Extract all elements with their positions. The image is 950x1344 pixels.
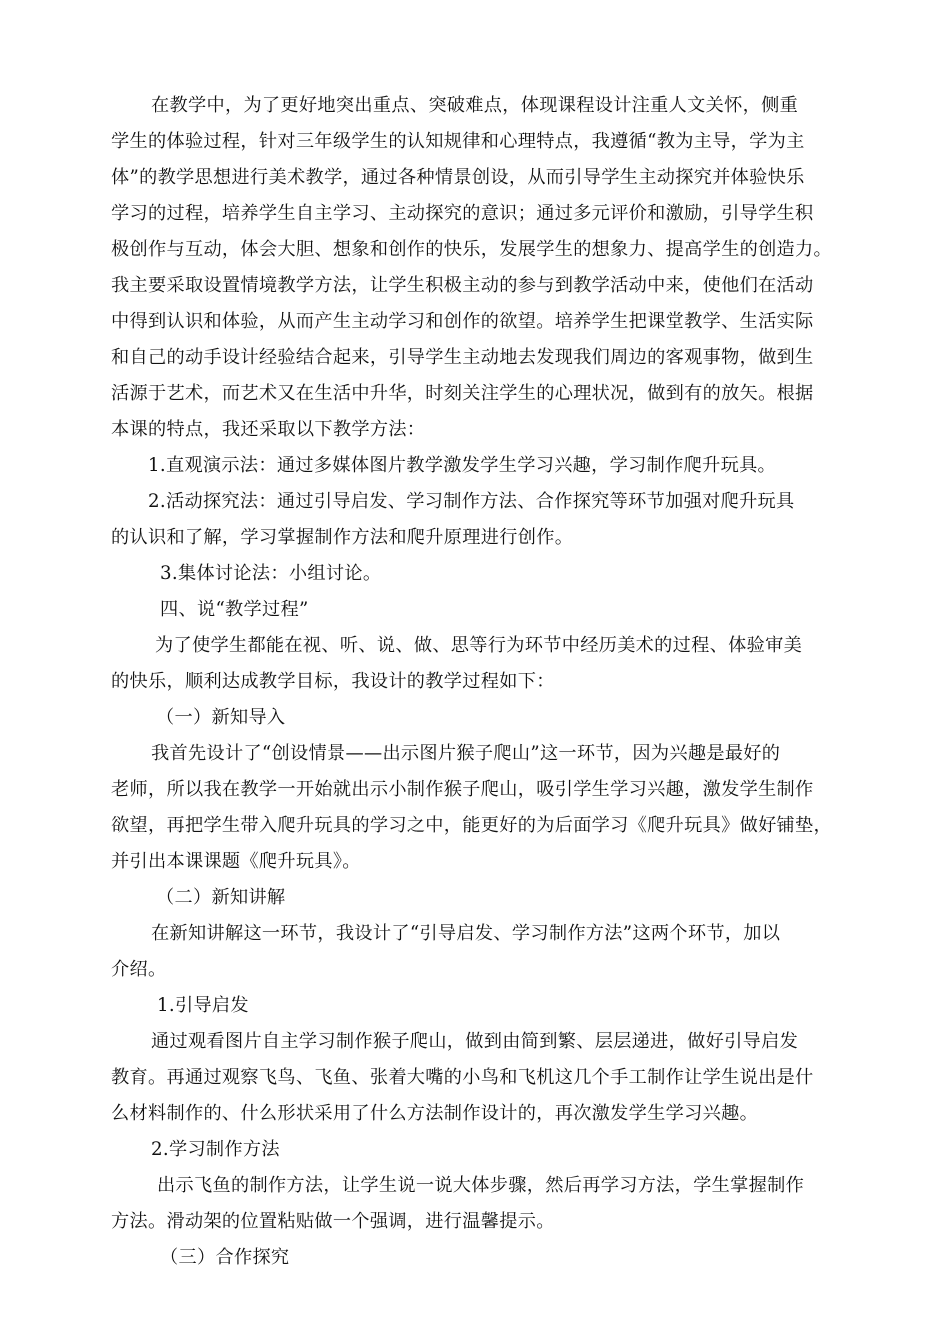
paragraph-line: 学习的过程，培养学生自主学习、主动探究的意识；通过多元评价和激励，引导学生积 xyxy=(111,203,814,224)
paragraph-line: 和自己的动手设计经验结合起来，引导学生主动地去发现我们周边的客观事物，做到生 xyxy=(111,347,814,368)
paragraph-line: 活源于艺术，而艺术又在生活中升华，时刻关注学生的心理状况，做到有的放矢。根据 xyxy=(111,383,814,404)
paragraph-line: 教育。再通过观察飞鸟、飞鱼、张着大嘴的小鸟和飞机这几个手工制作让学生说出是什 xyxy=(111,1067,814,1088)
paragraph-line: 极创作与互动，体会大胆、想象和创作的快乐，发展学生的想象力、提高学生的创造力。 xyxy=(111,239,833,260)
subheading-line: 2.学习制作方法 xyxy=(151,1139,280,1160)
paragraph-line: 本课的特点，我还采取以下教学方法： xyxy=(111,419,426,440)
paragraph-line: 么材料制作的、什么形状采用了什么方法制作设计的，再次激发学生学习兴趣。 xyxy=(111,1103,759,1124)
paragraph-line: 老师，所以我在教学一开始就出示小制作猴子爬山，吸引学生学习兴趣，激发学生制作 xyxy=(111,779,814,800)
section-heading: 四、说“教学过程” xyxy=(160,599,309,620)
subsection-heading: （二）新知讲解 xyxy=(156,887,286,908)
paragraph-line: 出示飞鱼的制作方法，让学生说一说大体步骤，然后再学习方法，学生掌握制作 xyxy=(157,1175,805,1196)
paragraph-line: 中得到认识和体验，从而产生主动学习和创作的欲望。培养学生把课堂教学、生活实际 xyxy=(111,311,814,332)
subsection-heading: （一）新知导入 xyxy=(156,707,286,728)
list-item-line: 3.集体讨论法：小组讨论。 xyxy=(160,563,382,584)
subsection-heading: （三）合作探究 xyxy=(160,1247,290,1268)
paragraph-line: 学生的体验过程，针对三年级学生的认知规律和心理特点，我遵循“教为主导，学为主 xyxy=(111,131,805,152)
paragraph-line: 我主要采取设置情境教学方法，让学生积极主动的参与到教学活动中来，使他们在活动 xyxy=(111,275,814,296)
paragraph-line: 通过观看图片自主学习制作猴子爬山，做到由简到繁、层层递进，做好引导启发 xyxy=(151,1031,799,1052)
subheading-line: 1.引导启发 xyxy=(157,995,249,1016)
paragraph-line: 我首先设计了“创设情景——出示图片猴子爬山”这一环节，因为兴趣是最好的 xyxy=(151,743,781,764)
list-item-line: 2.活动探究法：通过引导启发、学习制作方法、合作探究等环节加强对爬升玩具 xyxy=(148,491,795,512)
list-item-line: 1.直观演示法：通过多媒体图片教学激发学生学习兴趣，学习制作爬升玩具。 xyxy=(148,455,777,476)
paragraph-line: 在新知讲解这一环节，我设计了“引导启发、学习制作方法”这两个环节，加以 xyxy=(151,923,781,944)
paragraph-line: 体”的教学思想进行美术教学，通过各种情景创设，从而引导学生主动探究并体验快乐 xyxy=(111,167,805,188)
paragraph-line: 的快乐，顺利达成教学目标，我设计的教学过程如下： xyxy=(111,671,555,692)
list-item-line: 的认识和了解，学习掌握制作方法和爬升原理进行创作。 xyxy=(111,527,574,548)
paragraph-line: 在教学中，为了更好地突出重点、突破难点，体现课程设计注重人文关怀，侧重 xyxy=(151,95,799,116)
paragraph-line: 方法。滑动架的位置粘贴做一个强调，进行温馨提示。 xyxy=(111,1211,555,1232)
paragraph-line: 并引出本课课题《爬升玩具》。 xyxy=(111,851,361,872)
paragraph-line: 欲望，再把学生带入爬升玩具的学习之中，能更好的为后面学习《爬升玩具》做好铺垫， xyxy=(111,815,833,836)
paragraph-line: 为了使学生都能在视、听、说、做、思等行为环节中经历美术的过程、体验审美 xyxy=(155,635,803,656)
paragraph-line: 介绍。 xyxy=(111,959,167,980)
